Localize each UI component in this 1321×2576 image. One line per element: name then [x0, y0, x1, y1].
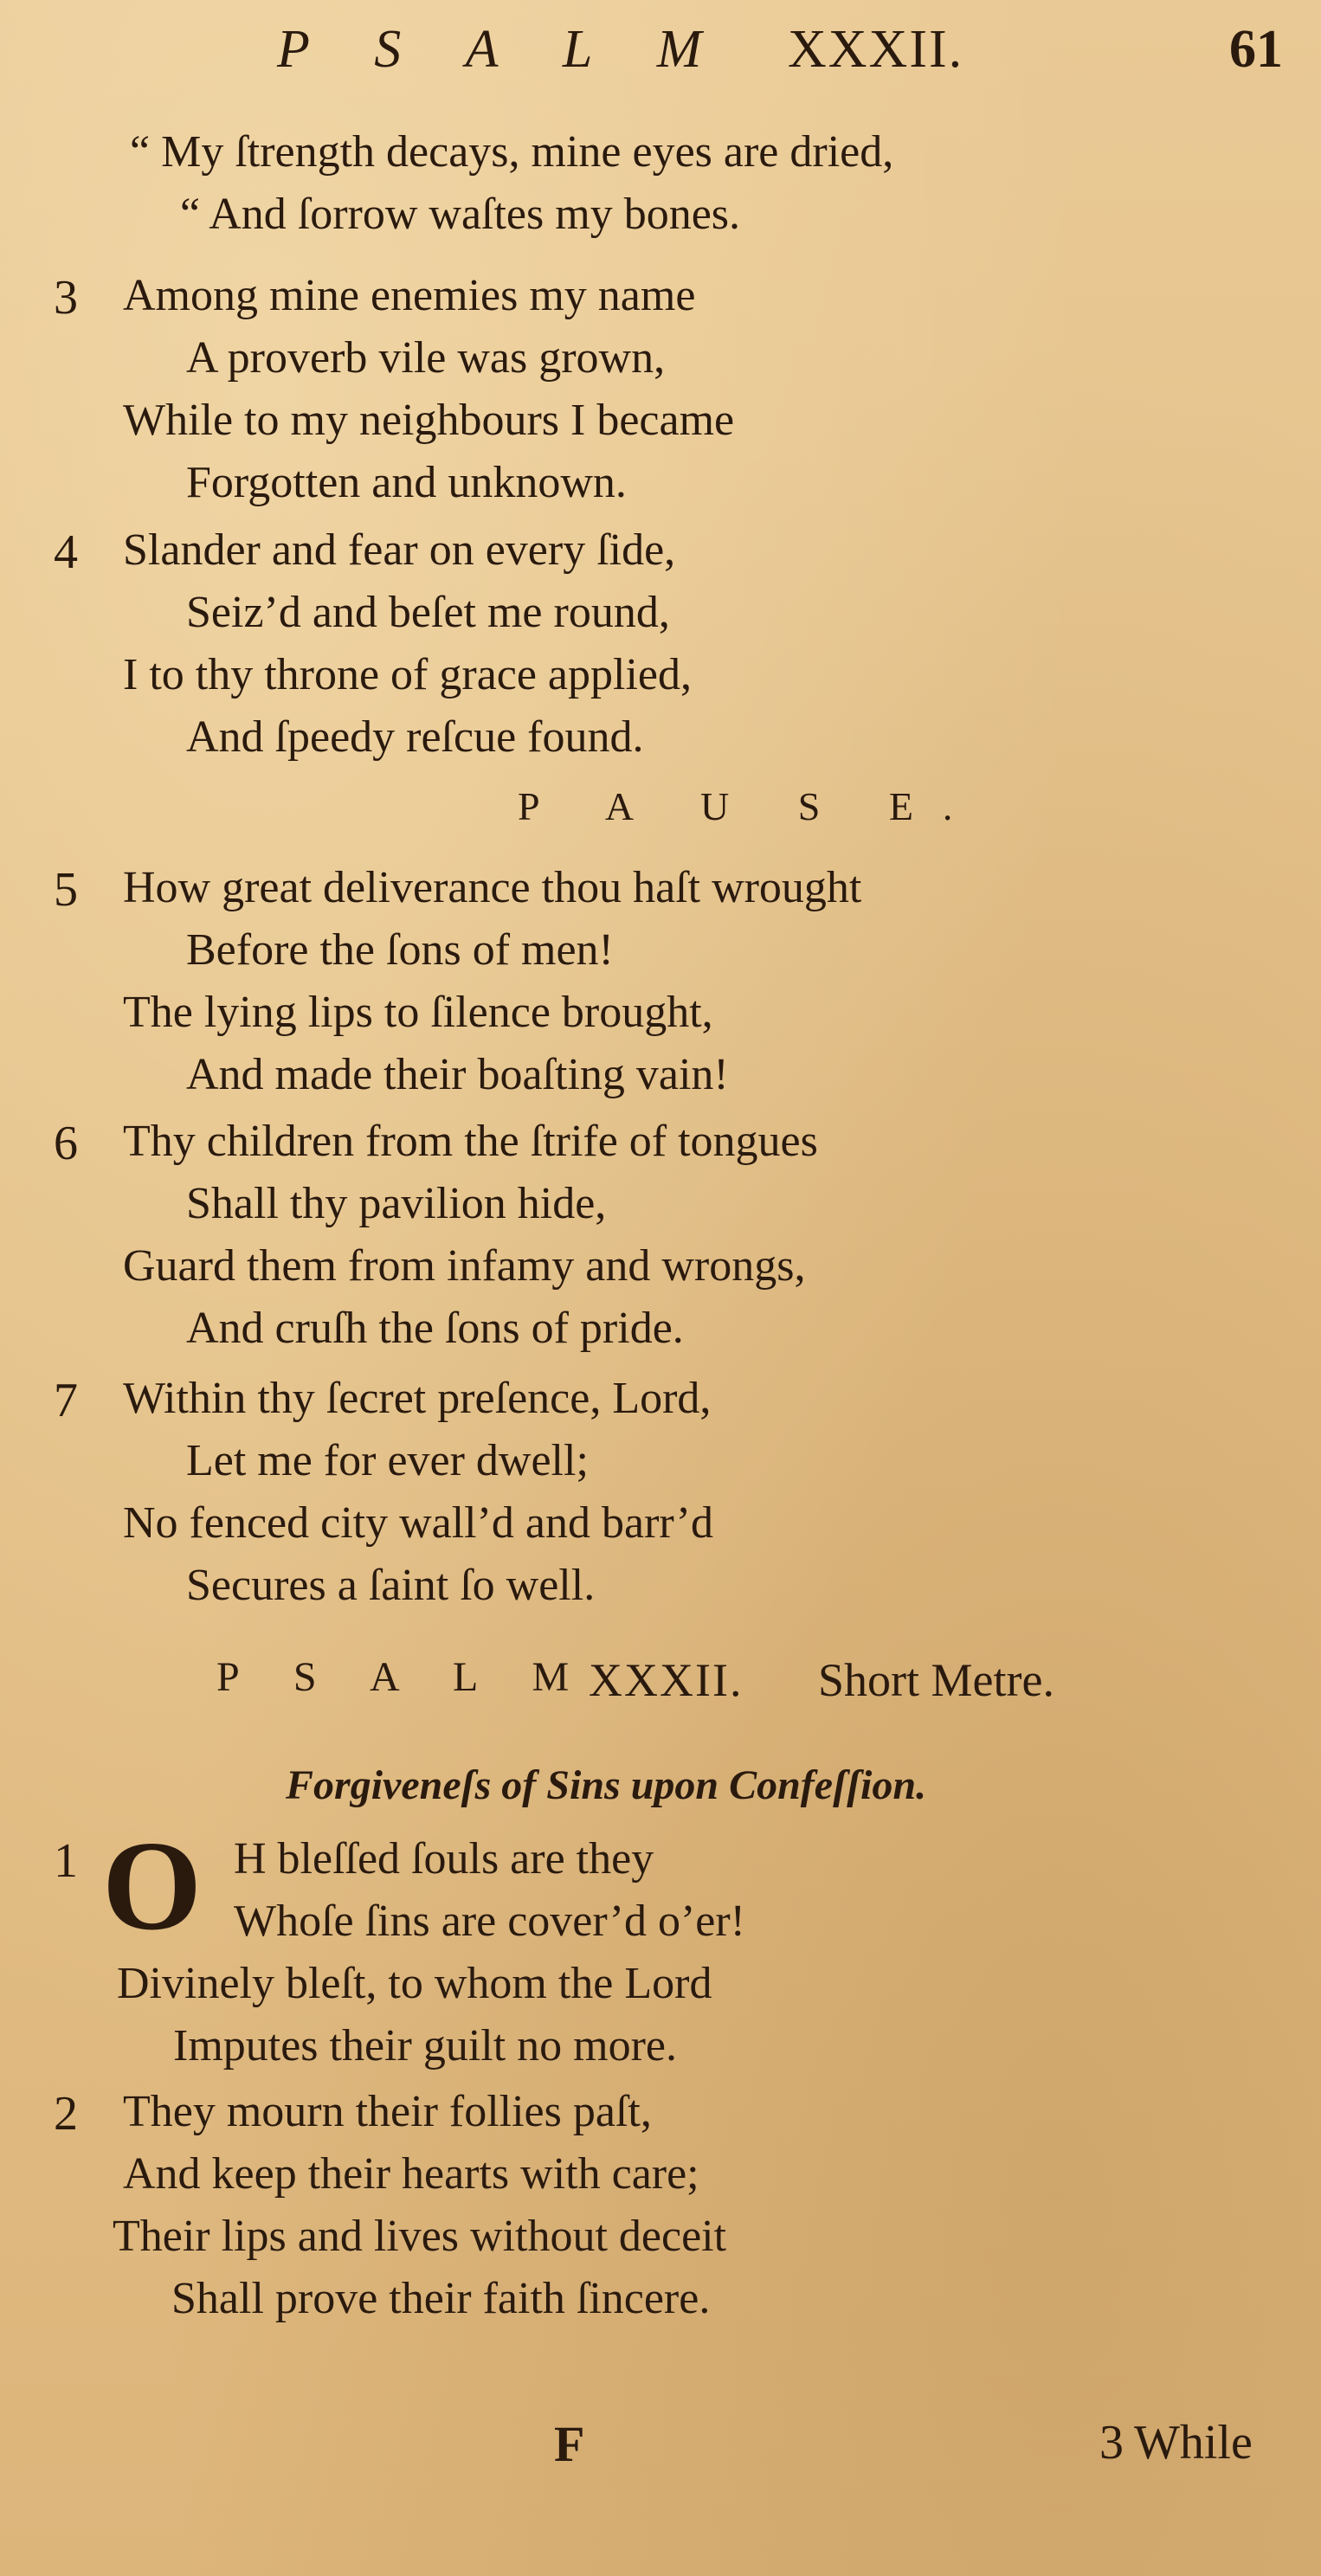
verse-line: And cruſh the ſons of pride.	[186, 1304, 684, 1353]
verse-line: Before the ſons of men!	[186, 925, 614, 975]
verse-line: H bleſſed ſouls are they	[234, 1834, 654, 1884]
verse-line: The lying lips to ſilence brought,	[123, 988, 713, 1037]
signature-mark: F	[554, 2416, 585, 2472]
verse-line: A proverb vile was grown,	[186, 333, 666, 383]
verse-number: 4	[54, 525, 78, 579]
verse-line: Among mine enemies my name	[123, 271, 696, 320]
verse-line: Within thy ſecret preſence, Lord,	[123, 1374, 712, 1423]
verse-line: Whoſe ſins are cover’d o’er!	[234, 1897, 745, 1946]
verse-line: While to my neighbours I became	[123, 396, 735, 445]
verse-line: Secures a ſaint ſo well.	[186, 1561, 596, 1610]
running-numeral: XXXII.	[788, 20, 964, 79]
verse-number: 2	[54, 2087, 78, 2141]
psalm-heading-numeral: XXXII.	[589, 1654, 744, 1706]
verse-number: 7	[54, 1374, 78, 1427]
verse-line: Shall thy pavilion hide,	[186, 1179, 607, 1228]
verse-line: Let me for ever dwell;	[186, 1436, 589, 1485]
verse-line: Forgotten and unknown.	[186, 458, 627, 507]
psalm-heading-metre: Short Metre.	[818, 1654, 1054, 1706]
catchword-text: While	[1134, 2416, 1253, 2470]
verse-line: Their lips and lives without deceit	[113, 2212, 727, 2261]
catchword-verse-number: 3	[1099, 2416, 1124, 2470]
verse-number: 6	[54, 1117, 78, 1170]
verse-line: They mourn their follies paſt,	[123, 2087, 652, 2136]
verse-number: 3	[54, 271, 78, 325]
catchword	[1099, 2415, 1253, 2470]
verse-line: Thy children from the ſtrife of tongues	[123, 1117, 818, 1166]
psalm-heading-word: P S A L M	[216, 1654, 592, 1700]
verse-line: Divinely bleſt, to whom the Lord	[117, 1959, 712, 2008]
verse-line: And made their boaſting vain!	[186, 1050, 729, 1099]
pause-heading: P A U S E.	[518, 784, 983, 828]
verse-line: And ſpeedy reſcue found.	[186, 712, 644, 762]
verse-line: I to thy throne of grace applied,	[123, 650, 692, 699]
verse-number: 1	[54, 1834, 78, 1888]
verse-line: Imputes their guilt no more.	[173, 2021, 678, 2070]
verse-line: Seiz’d and beſet me round,	[186, 588, 670, 637]
verse-line: How great deliverance thou haſt wrought	[123, 863, 862, 912]
verse-line: “ My ſtrength decays, mine eyes are dried,	[130, 127, 894, 177]
verse-line: And keep their hearts with care;	[123, 2149, 699, 2199]
verse-line: No fenced city wall’d and barr’d	[123, 1498, 713, 1548]
running-title: P S A L M	[277, 20, 728, 79]
verse-line: Slander and fear on every ſide,	[123, 525, 676, 575]
page-number: 61	[1229, 20, 1283, 79]
verse-line: Guard them from infamy and wrongs,	[123, 1241, 806, 1291]
drop-cap: O	[102, 1815, 203, 1957]
psalm-subtitle: Forgiveneſs of Sins upon Confeſſion.	[286, 1762, 927, 1808]
verse-line: “ And ſorrow waſtes my bones.	[180, 190, 741, 239]
verse-number: 5	[54, 863, 78, 917]
verse-line: Shall prove their faith ſincere.	[171, 2274, 711, 2323]
